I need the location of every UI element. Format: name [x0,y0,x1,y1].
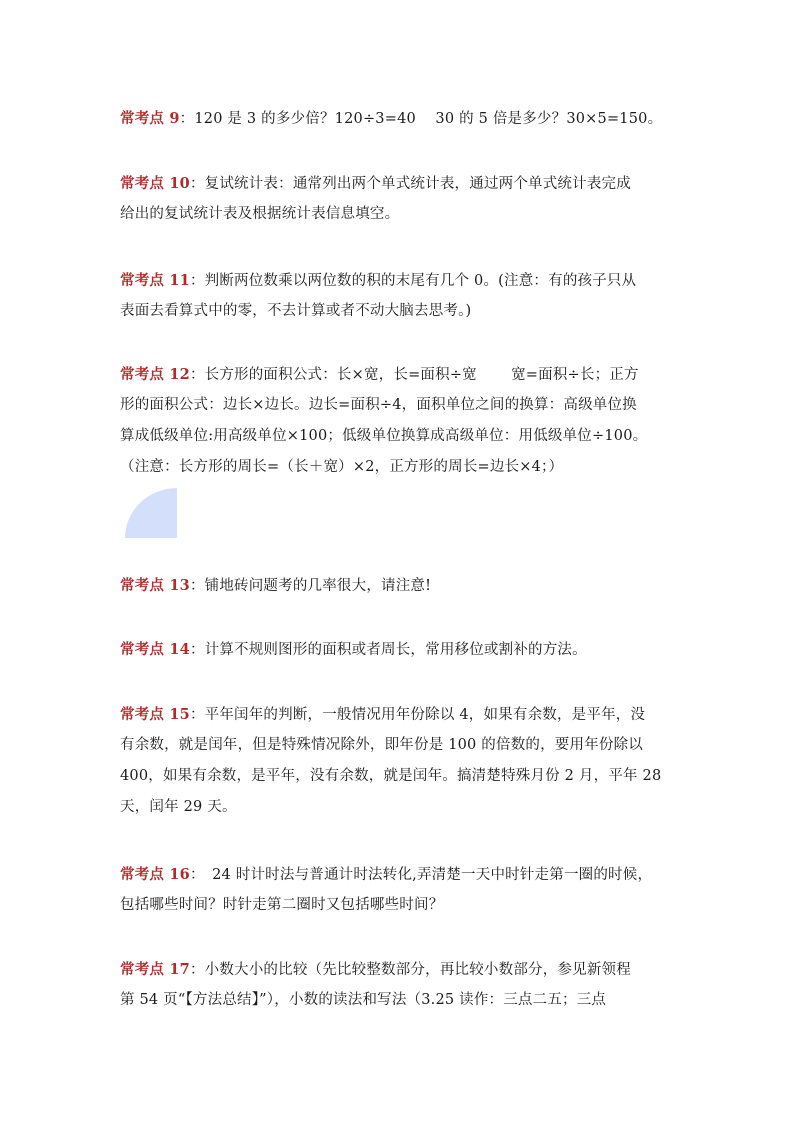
point-text: ：铺地砖问题考的几率很大，请注意! [189,578,432,594]
point-label: 常考点 16 [120,866,190,883]
point-17 [120,954,680,1016]
point-12 [120,359,680,483]
point-text: ：小数大小的比较（先比较整数部分，再比较小数部分，参见新领程 [189,962,631,978]
point-text: 天，闰年 29 天。 [120,799,237,815]
point-label: 常考点 10 [120,175,190,192]
point-text: ：计算不规则图形的面积或者周长，常用移位或割补的方法。 [189,642,587,658]
point-11 [120,265,680,327]
point-text: （注意：长方形的周长=（长＋宽）×2，正方形的周长=边长×4；） [120,459,564,475]
point-label: 常考点 17 [120,961,190,978]
point-text: 形的面积公式：边长×边长。边长=面积÷4，面积单位之间的换算：高级单位换 [120,397,637,413]
point-14 [120,634,680,665]
point-15 [120,699,680,823]
point-text: 第 54 页“【方法总结】”），小数的读法和写法（3.25 读作：三点二五；三点 [120,992,607,1008]
point-label: 常考点 14 [120,641,190,658]
point-text: 包括哪些时间？时针走第二圈时又包括哪些时间？ [120,897,444,913]
point-text: 400，如果有余数，是平年，没有余数，就是闰年。搞清楚特殊月份 2 月，平年 28 [120,768,662,784]
point-text: ：判断两位数乘以两位数的积的末尾有几个 0。(注意：有的孩子只从 [189,273,637,289]
point-text: ：120 是 3 的多少倍？120÷3=40 30 的 5 倍是多少？30×5=150。 [179,111,663,127]
point-label: 常考点 15 [120,706,190,723]
quarter-circle-shape [125,488,177,538]
point-text: ： 24 时计时法与普通计时法转化,弄清楚一天中时针走第一圈的时候， [189,867,653,883]
point-label: 常考点 11 [120,272,190,289]
point-13 [120,570,680,601]
point-label: 常考点 12 [120,366,190,383]
point-16 [120,859,680,921]
point-text: ：平年闰年的判断，一般情况用年份除以 4，如果有余数，是平年，没 [189,707,646,723]
point-text: 表面去看算式中的零，不去计算或者不动大脑去思考。) [120,303,472,319]
point-text: ：复试统计表：通常列出两个单式统计表，通过两个单式统计表完成 [189,176,631,192]
point-label: 常考点 13 [120,577,190,594]
point-10 [120,168,680,230]
point-label: 常考点 9 [120,110,180,127]
point-text: 有余数，就是闰年，但是特殊情况除外，即年份是 100 的倍数的，要用年份除以 [120,737,643,753]
point-text: 算成低级单位:用高级单位×100；低级单位换算成高级单位：用低级单位÷100。 [120,428,648,444]
point-text: 给出的复试统计表及根据统计表信息填空。 [120,206,400,222]
quarter-circle-fill [125,488,177,538]
point-text: ：长方形的面积公式：长×宽，长=面积÷宽 宽=面积÷长；正方 [189,367,639,383]
point-9 [120,103,680,134]
